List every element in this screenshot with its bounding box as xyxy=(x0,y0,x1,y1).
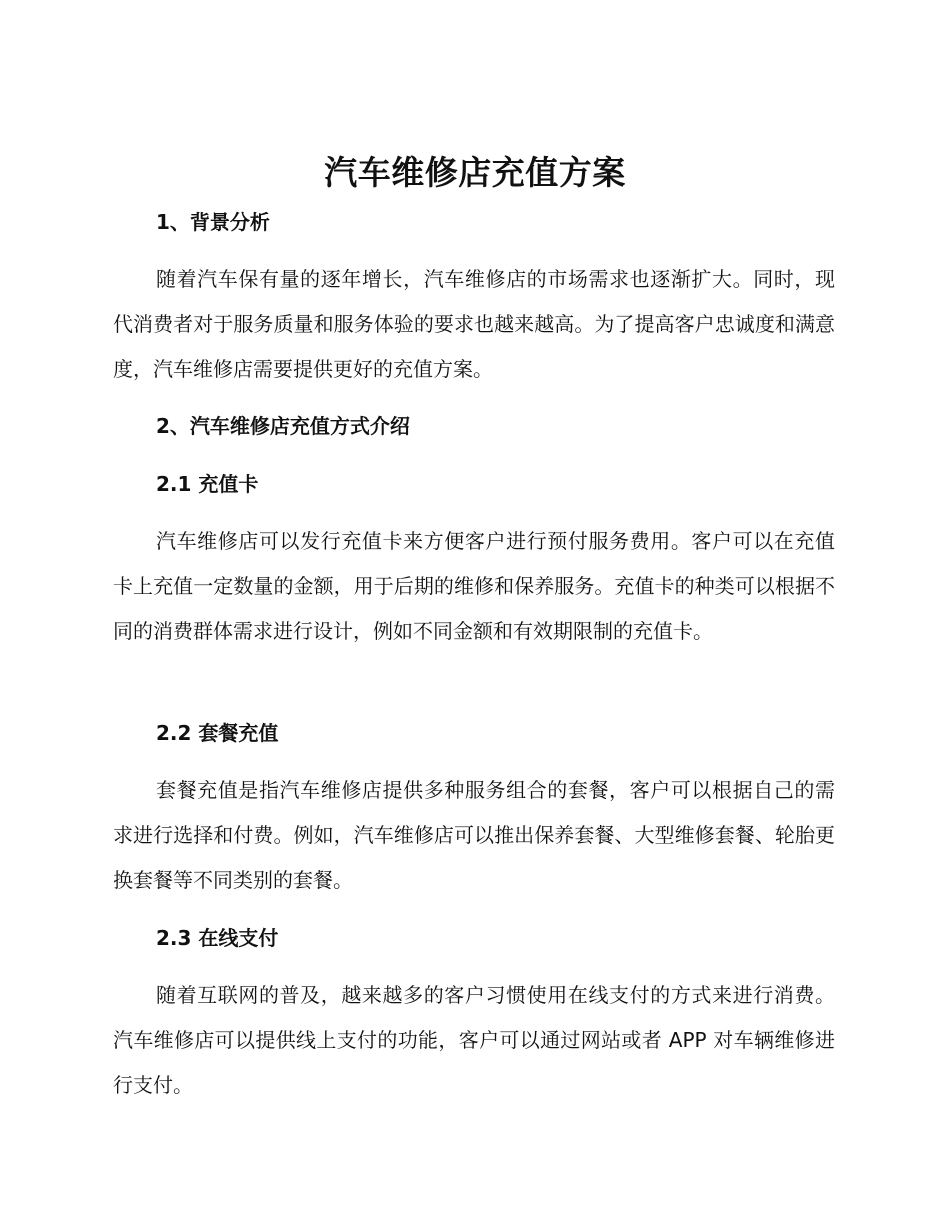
paragraph-recharge-card: 汽车维修店可以发行充值卡来方便客户进行预付服务费用。客户可以在充值卡上充值一定数量的金额，用于后期的维修和保养服务。充值卡的种类可以根据不同的消费群体需求进行设计，例如不同金额和有效期限制的充值卡。 xyxy=(113,529,835,643)
paragraph-background: 随着汽车保有量的逐年增长，汽车维修店的市场需求也逐渐扩大。同时，现代消费者对于服务质量和服务体验的要求也越来越高。为了提高客户忠诚度和满意度，汽车维修店需要提供更好的充值方案。 xyxy=(113,267,835,381)
paragraph-online-payment: 随着互联网的普及，越来越多的客户习惯使用在线支付的方式来进行消费。汽车维修店可以提供线上支付的功能，客户可以通过网站或者 APP 对车辆维修进行支付。 xyxy=(113,983,835,1097)
section-heading-background: 1、背景分析 xyxy=(156,210,270,234)
section-heading-online-payment: 2.3 在线支付 xyxy=(156,926,279,950)
document-title: 汽车维修店充值方案 xyxy=(324,153,626,192)
section-heading-package-recharge: 2.2 套餐充值 xyxy=(156,721,279,745)
paragraph-package-recharge: 套餐充值是指汽车维修店提供多种服务组合的套餐，客户可以根据自己的需求进行选择和付费。例如，汽车维修店可以推出保养套餐、大型维修套餐、轮胎更换套餐等不同类别的套餐。 xyxy=(113,778,835,892)
section-heading-recharge-methods: 2、汽车维修店充值方式介绍 xyxy=(156,414,410,438)
section-heading-recharge-card: 2.1 充值卡 xyxy=(156,472,259,496)
